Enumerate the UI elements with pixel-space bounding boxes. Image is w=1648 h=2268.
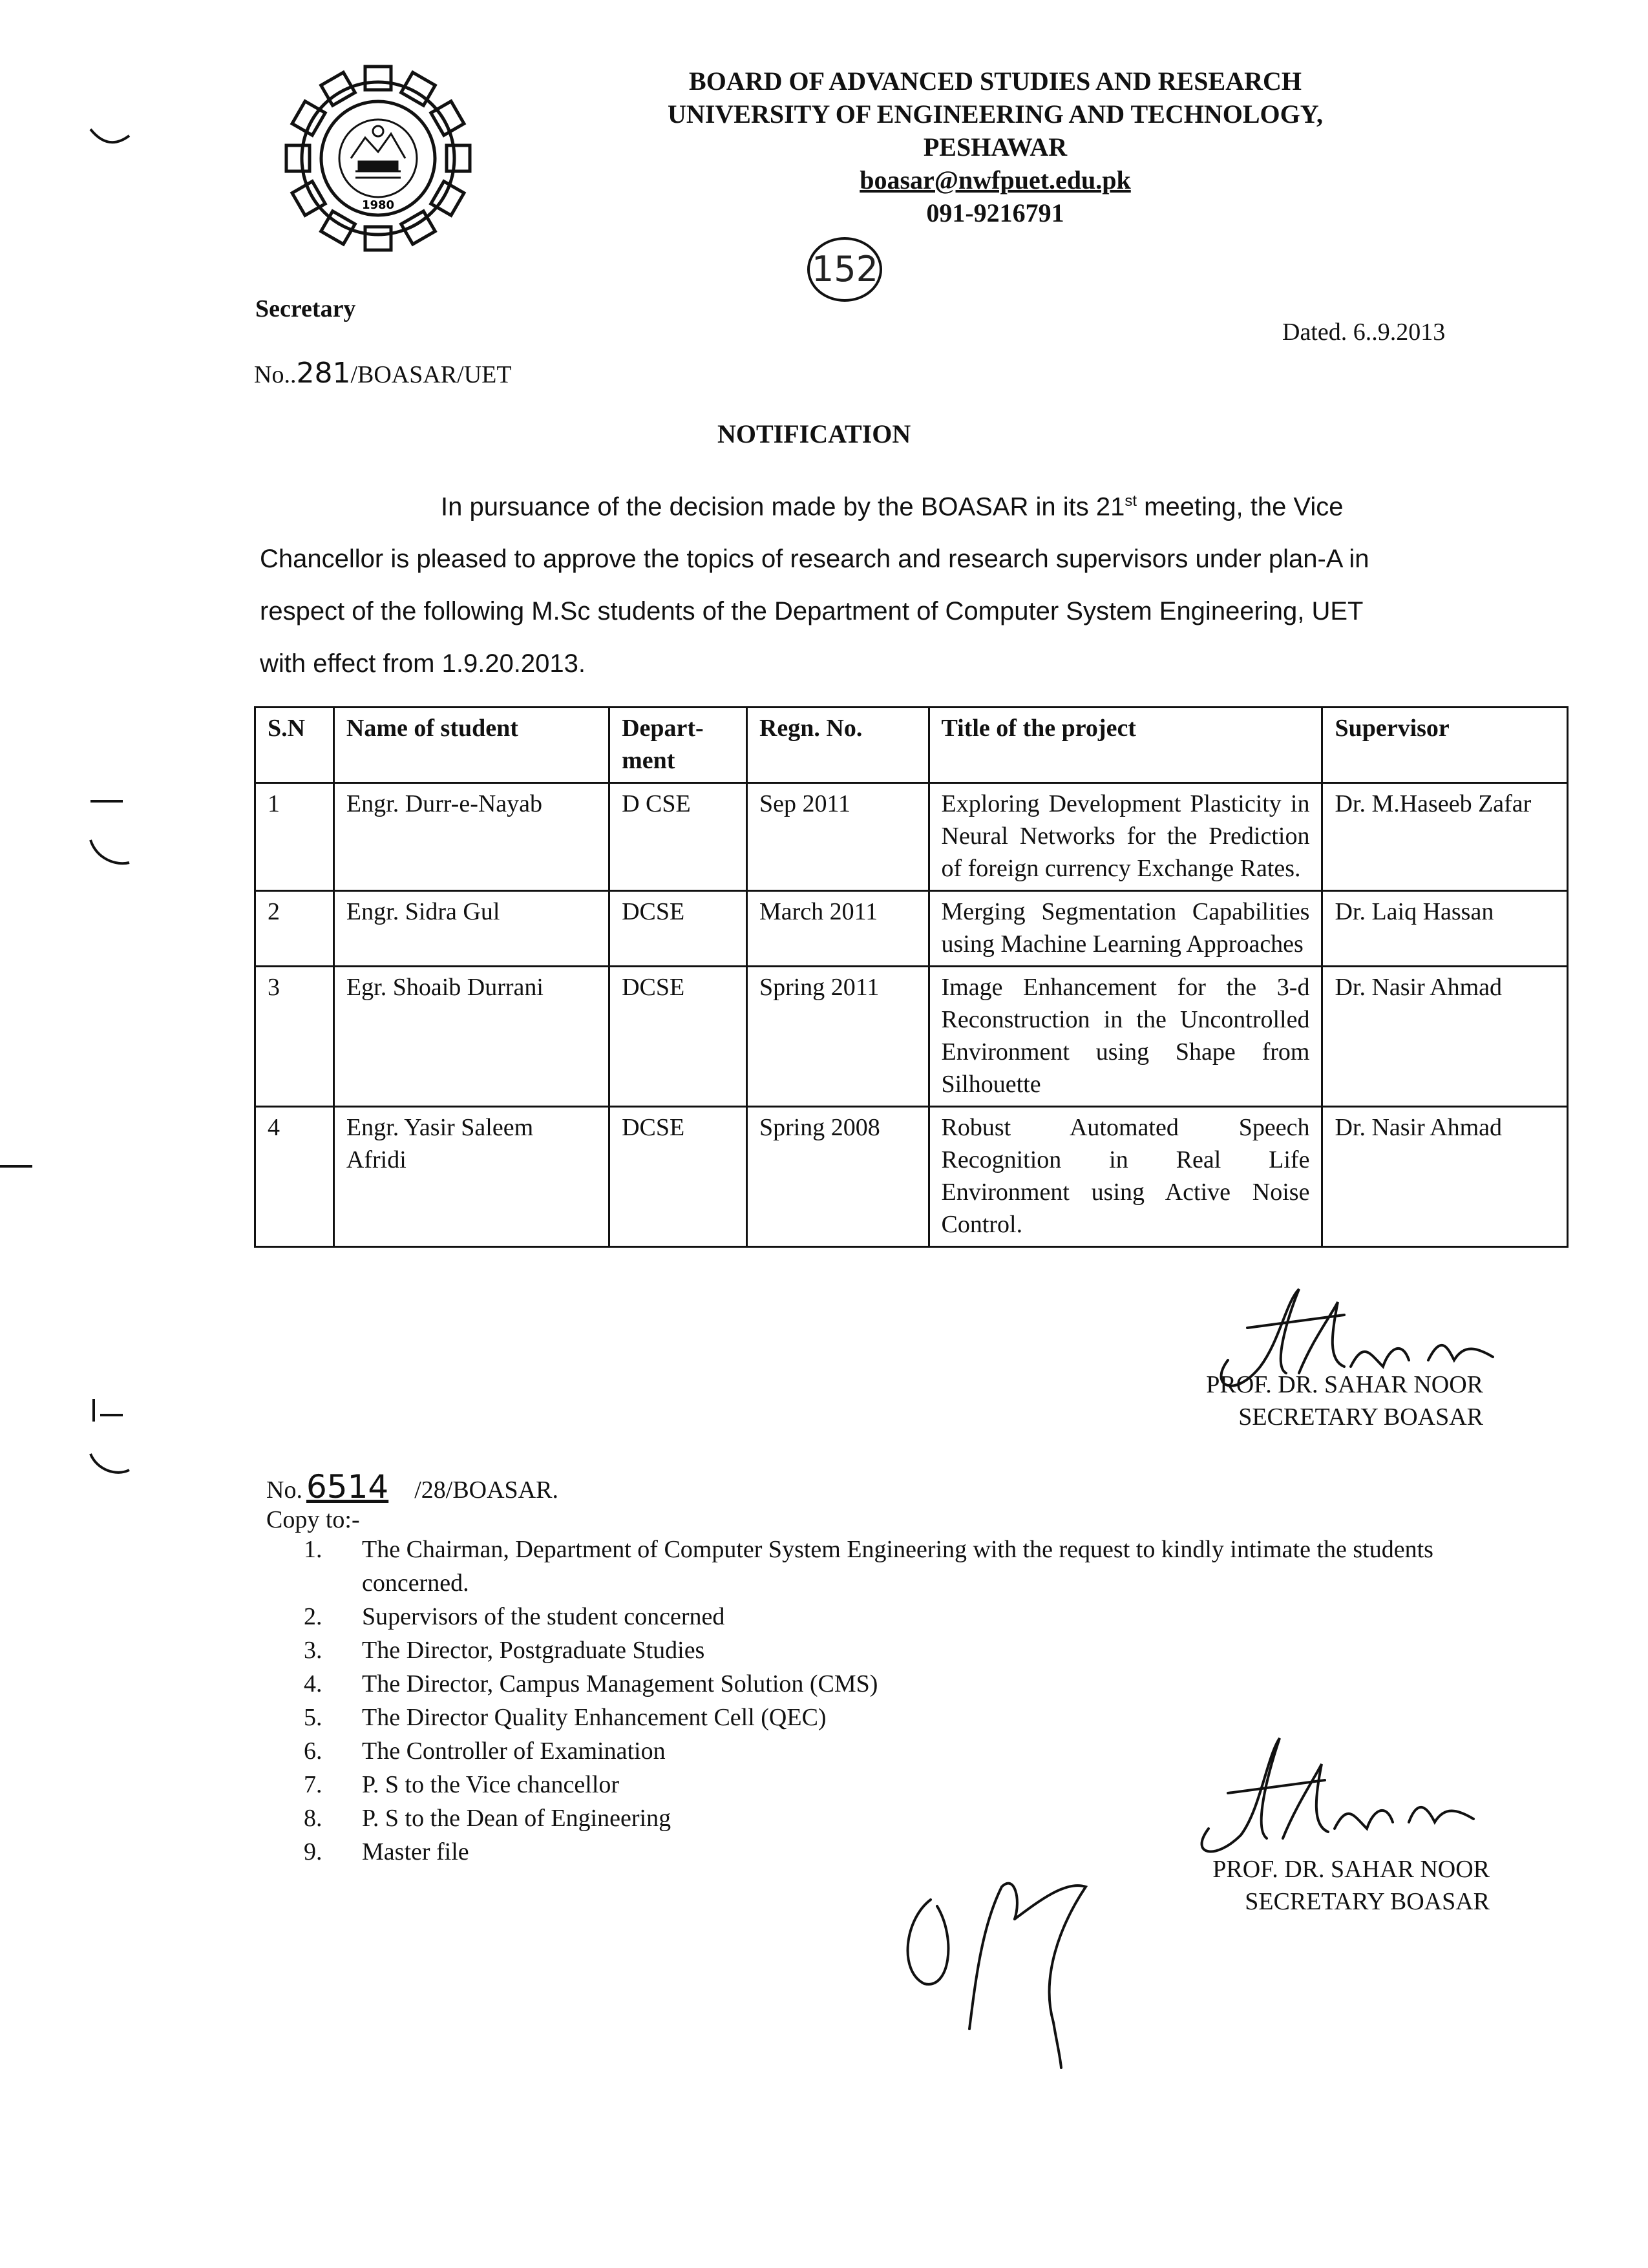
- copy-to-label: Copy to:-: [266, 1506, 360, 1533]
- letterhead-city: PESHAWAR: [923, 132, 1068, 162]
- cell-name: Egr. Shoaib Durrani: [333, 967, 609, 1107]
- cell-name: Engr. Yasir Saleem Afridi: [333, 1107, 609, 1247]
- logo-year: 1980: [361, 198, 395, 212]
- cell-supervisor: Dr. Laiq Hassan: [1322, 891, 1568, 967]
- hole-punch-marks-icon: [0, 1160, 39, 1173]
- copy-number: [266, 1468, 558, 1506]
- body-line1-b: meeting, the Vice: [1137, 492, 1344, 521]
- header-department: Depart-ment: [609, 708, 747, 783]
- signatory-designation: SECRETARY BOASAR: [1245, 1888, 1490, 1915]
- header-title: Title of the project: [929, 708, 1322, 783]
- header-supervisor: Supervisor: [1322, 708, 1568, 783]
- copy-no-prefix: No.: [266, 1476, 302, 1504]
- cell-name: Engr. Sidra Gul: [333, 891, 609, 967]
- cell-regn: March 2011: [746, 891, 929, 967]
- list-item: 6. The Controller of Examination: [304, 1738, 666, 1765]
- letterhead-phone: 091-9216791: [926, 198, 1064, 227]
- letterhead-email[interactable]: boasar@nwfpuet.edu.pk: [860, 165, 1131, 194]
- body-line1-a: In pursuance of the decision made by the BOASAR in its 21: [441, 492, 1125, 521]
- letterhead-university: UNIVERSITY OF ENGINEERING AND TECHNOLOGY,: [668, 100, 1323, 129]
- gear-tooth: [365, 227, 391, 250]
- secretary-label: Secretary: [255, 295, 356, 322]
- signatory-name: PROF. DR. SAHAR NOOR: [1212, 1856, 1490, 1883]
- cell-supervisor: Dr. Nasir Ahmad: [1322, 967, 1568, 1107]
- list-item: 8. P. S to the Dean of Engineering: [304, 1805, 671, 1832]
- list-item: 7. P. S to the Vice chancellor: [304, 1771, 620, 1798]
- date-line: Dated. 6..9.2013: [1282, 319, 1446, 346]
- cell-title: Image Enhancement for the 3-d Reconstruction in the Uncontrolled Environment using Shape from Silhouette: [929, 967, 1322, 1107]
- cell-title: Exploring Development Plasticity in Neural Networks for the Prediction of foreign currency Exchange Rates.: [929, 783, 1322, 891]
- cell-department: DCSE: [609, 1107, 747, 1247]
- list-item: 4. The Director, Campus Management Solution (CMS): [304, 1670, 878, 1697]
- list-item: 1. The Chairman, Department of Computer System Engineering with the request to kindly intimate the students concerned.: [304, 1536, 1433, 1597]
- cell-supervisor: Dr. M.Haseeb Zafar: [1322, 783, 1568, 891]
- list-item: 5. The Director Quality Enhancement Cell (QEC): [304, 1704, 827, 1731]
- copy-handwritten-number: 6514: [306, 1468, 389, 1506]
- body-line2: Chancellor is pleased to approve the topics of research and research supervisors under plan-A in: [260, 545, 1369, 574]
- gear-tooth: [365, 67, 391, 90]
- gear-tooth: [286, 145, 310, 171]
- body-line1-sup: st: [1125, 492, 1137, 510]
- cell-title: Merging Segmentation Capabilities using Machine Learning Approaches: [929, 891, 1322, 967]
- students-table: [254, 706, 1569, 1248]
- signatory-designation: SECRETARY BOASAR: [1238, 1403, 1483, 1431]
- circled-page-number: [805, 234, 885, 305]
- hole-punch-marks-icon: [84, 1396, 136, 1480]
- cell-department: DCSE: [609, 967, 747, 1107]
- header-regn: Regn. No.: [746, 708, 929, 783]
- cell-sn: 1: [255, 783, 334, 891]
- signatory-block: [1167, 1853, 1490, 1918]
- header-name: Name of student: [333, 708, 609, 783]
- cell-regn: Sep 2011: [746, 783, 929, 891]
- header-sn: S.N: [255, 708, 334, 783]
- table-row: [255, 967, 1568, 1107]
- letterhead: [620, 65, 1370, 229]
- body-line3: respect of the following M.Sc students of the Department of Computer System Engineering, UET: [260, 597, 1364, 626]
- reference-suffix: /BOASAR/UET: [350, 361, 512, 388]
- handwritten-signature-icon: [1163, 1732, 1486, 1861]
- cell-department: D CSE: [609, 783, 747, 891]
- reference-handwritten-number: 281: [296, 357, 351, 390]
- notification-title: NOTIFICATION: [717, 419, 911, 448]
- list-item: 3. The Director, Postgraduate Studies: [304, 1637, 705, 1664]
- gear-tooth: [447, 145, 470, 171]
- cell-title: Robust Automated Speech Recognition in Real Life Environment using Active Noise Control.: [929, 1107, 1322, 1247]
- signatory-block: [1167, 1369, 1483, 1433]
- cell-regn: Spring 2008: [746, 1107, 929, 1247]
- cell-name: Engr. Durr-e-Nayab: [333, 783, 609, 891]
- notification-body: [260, 475, 1475, 690]
- table-row: [255, 1107, 1568, 1247]
- table-row: [255, 891, 1568, 967]
- signatory-name: PROF. DR. SAHAR NOOR: [1206, 1371, 1483, 1398]
- cell-sn: 4: [255, 1107, 334, 1247]
- copy-no-suffix: /28/BOASAR.: [414, 1476, 558, 1504]
- letterhead-board: BOARD OF ADVANCED STUDIES AND RESEARCH: [689, 67, 1302, 96]
- list-item: 9. Master file: [304, 1838, 469, 1865]
- cell-regn: Spring 2011: [746, 967, 929, 1107]
- hole-punch-marks-icon: [84, 123, 136, 149]
- university-gear-seal-icon: [281, 61, 475, 255]
- table-row: [255, 783, 1568, 891]
- body-line4: with effect from 1.9.20.2013.: [260, 649, 586, 678]
- reference-number: [254, 357, 512, 390]
- cell-department: DCSE: [609, 891, 747, 967]
- table-header-row: [255, 708, 1568, 783]
- list-item: 2. Supervisors of the student concerned: [304, 1603, 725, 1630]
- cell-sn: 3: [255, 967, 334, 1107]
- circled-number-text: 152: [811, 249, 879, 289]
- handwritten-initials-icon: [892, 1861, 1105, 2074]
- hole-punch-marks-icon: [84, 795, 136, 872]
- cell-sn: 2: [255, 891, 334, 967]
- reference-prefix: No..: [254, 361, 297, 388]
- cell-supervisor: Dr. Nasir Ahmad: [1322, 1107, 1568, 1247]
